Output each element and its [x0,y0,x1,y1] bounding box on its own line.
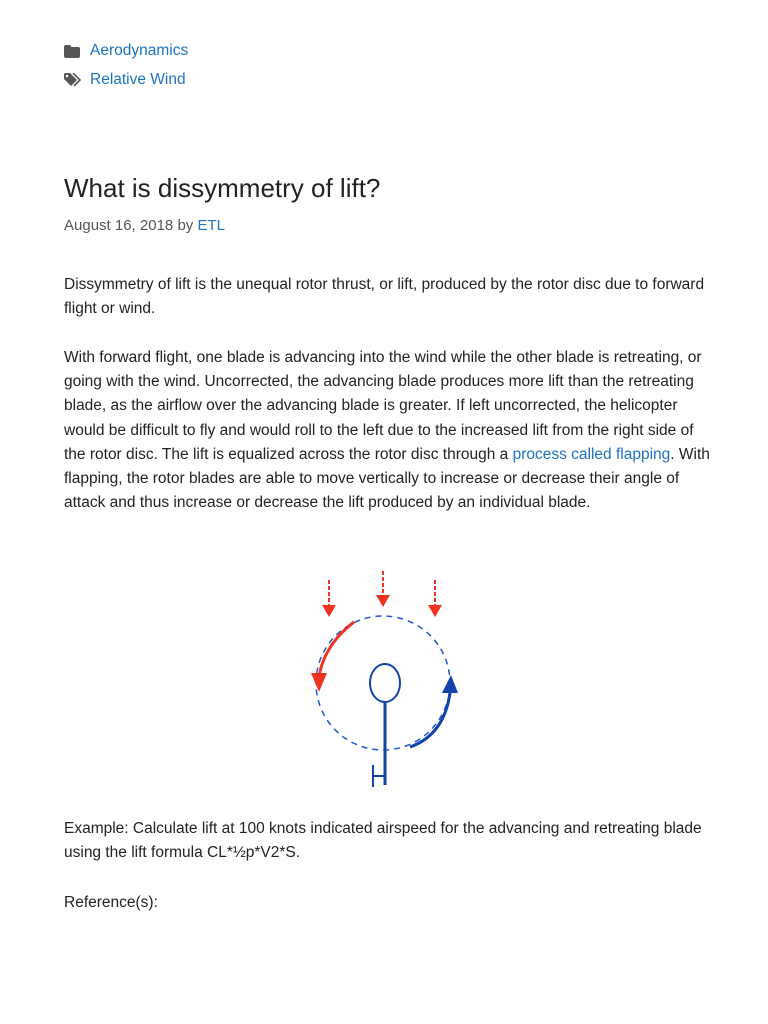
wind-arrow-left [322,580,336,617]
wind-arrow-center [376,571,390,607]
post-taxonomy [64,40,188,98]
wind-arrow-right [428,580,442,617]
references-label: Reference(s): [64,894,158,911]
dissymmetry-diagram [290,565,480,795]
helicopter-icon [370,664,400,787]
category-row [64,40,188,62]
byline-by: by [177,217,194,234]
advancing-blade-arrow [410,675,458,747]
paragraph-text: . With flapping, the rotor blades are able to move vertically to increase or decrease their angle of attack and thus increase or decrease the lift produced by an individual blade. [64,445,710,512]
author-link[interactable]: ETL [197,217,225,234]
page-title: What is dissymmetry of lift? [64,173,381,203]
paragraph-definition: Dissymmetry of lift is the unequal rotor thrust, or lift, produced by the rotor disc due to forward flight or wind. [64,276,705,318]
paragraph-forward-flight [64,346,714,515]
paragraph-example: Example: Calculate lift at 100 knots indicated airspeed for the advancing and retreating blade using the lift formula CL*½p*V2*S. [64,820,702,862]
tag-row [64,69,188,91]
tag-link-relative-wind[interactable]: Relative Wind [90,71,186,88]
paragraph-text: With forward flight, one blade is advancing into the wind while the other blade is retreating, or going with the wind. Uncorrected, the advancing blade produces more lift than the retreating blade, as the airflow over the advancing blade is greater. If left uncorrected, the helicopter would be difficult to fly and would roll to the left due to the increased lift from the right side of the rotor disc. The lift is equalized across the rotor disc through a [64,349,702,463]
flapping-link[interactable]: process called flapping [512,445,671,463]
tag-icon [64,73,82,87]
category-link-aerodynamics[interactable]: Aerodynamics [90,42,189,59]
post-date: August 16, 2018 [64,217,174,234]
post-byline [64,216,225,236]
retreating-blade-arrow [311,622,354,692]
folder-icon [64,44,82,58]
